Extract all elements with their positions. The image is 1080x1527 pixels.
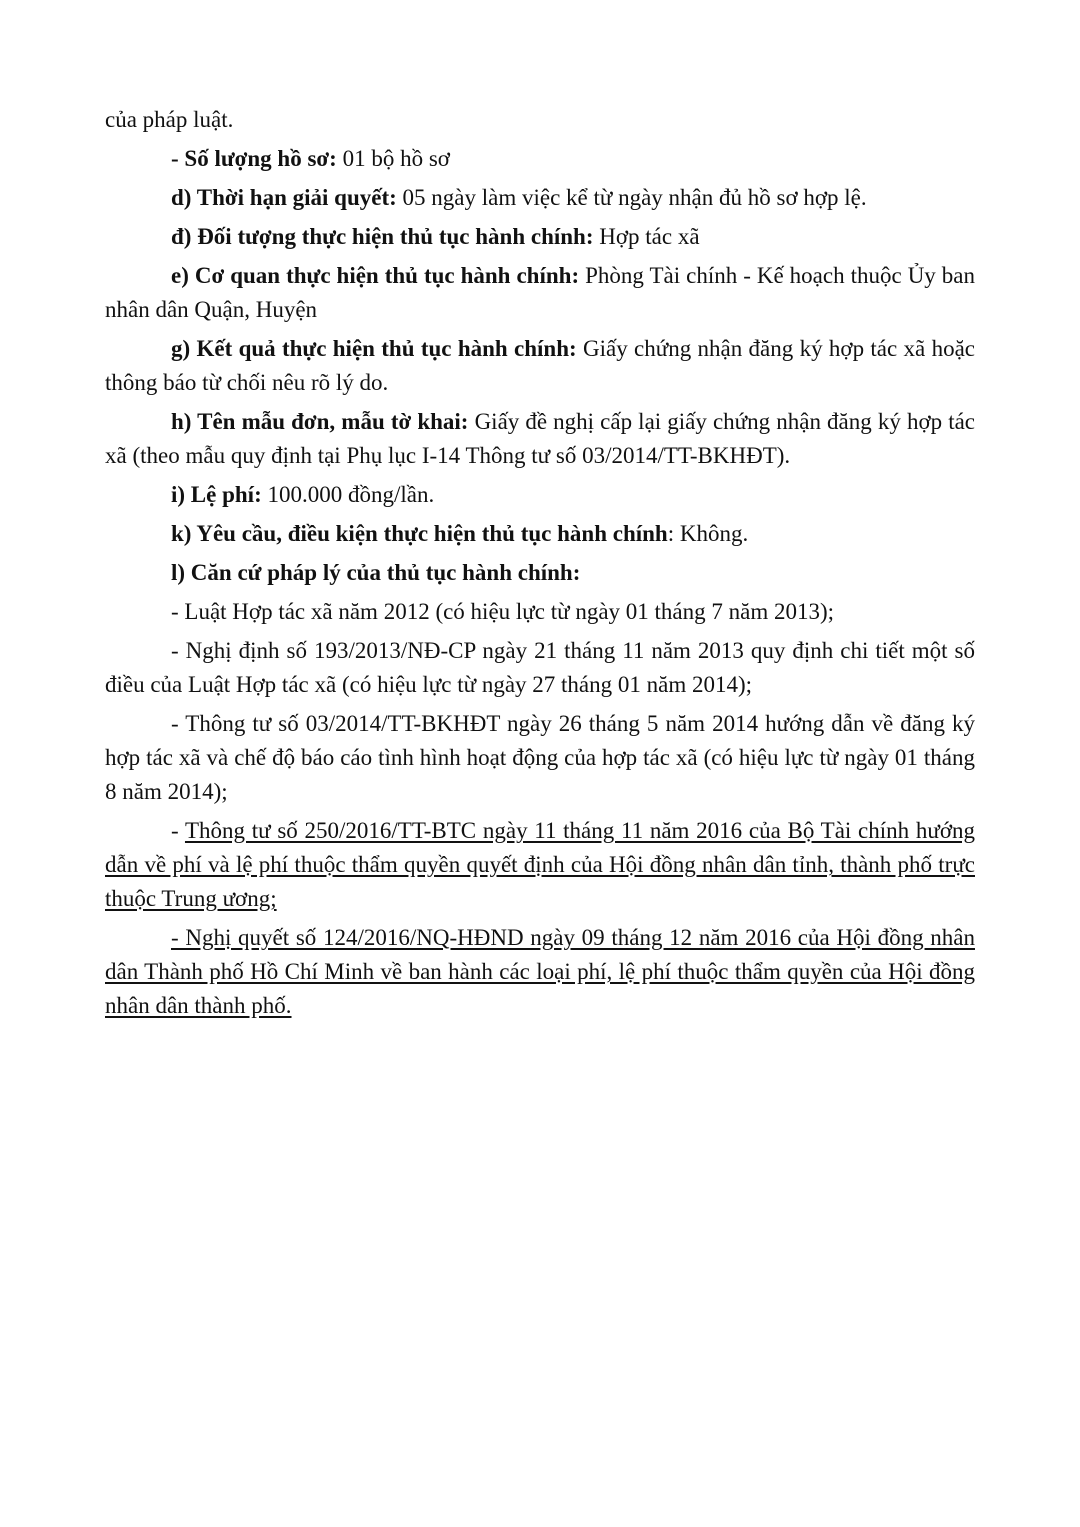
paragraph-label: k) Yêu cầu, điều kiện thực hiện thủ tục hành chính	[171, 521, 668, 546]
paragraph-prefix: -	[171, 818, 185, 843]
paragraph-continuation	[105, 103, 975, 137]
paragraph-text: - Thông tư số 03/2014/TT-BKHĐT ngày 26 tháng 5 năm 2014 hướng dẫn về đăng ký hợp tác xã và chế độ báo cáo tình hình hoạt động của hợp tác xã (có hiệu lực từ ngày 01 tháng 8 năm 2014);	[105, 711, 975, 804]
paragraph-legal-item	[105, 814, 975, 916]
paragraph-legal-item	[105, 921, 975, 1023]
paragraph-record-quantity	[105, 142, 975, 176]
paragraph-label: e) Cơ quan thực hiện thủ tục hành chính:	[171, 263, 580, 288]
paragraph-label: l) Căn cứ pháp lý của thủ tục hành chính:	[171, 560, 581, 585]
paragraph-underlined-text: Thông tư số 250/2016/TT-BTC ngày 11 tháng 11 năm 2016 của Bộ Tài chính hướng dẫn về phí và lệ phí thuộc thẩm quyền quyết định của Hội đồng nhân dân tỉnh, thành phố trực thuộc Trung ương;	[105, 818, 975, 911]
paragraph-label: i) Lệ phí:	[171, 482, 262, 507]
paragraph-fee	[105, 478, 975, 512]
paragraph-label: d) Thời hạn giải quyết:	[171, 185, 397, 210]
paragraph-legal-basis-heading	[105, 556, 975, 590]
paragraph-text: - Luật Hợp tác xã năm 2012 (có hiệu lực từ ngày 01 tháng 7 năm 2013);	[171, 599, 835, 624]
paragraph-form-name	[105, 405, 975, 473]
paragraph-text: Giấy chứng nhận đăng ký hợp tác xã hoặc thông báo từ chối nêu rõ lý do.	[105, 336, 975, 395]
paragraph-legal-item	[105, 595, 975, 629]
paragraph-label: g) Kết quả thực hiện thủ tục hành chính:	[171, 336, 577, 361]
paragraph-agency	[105, 259, 975, 327]
paragraph-text: của pháp luật.	[105, 107, 234, 132]
paragraph-legal-item	[105, 707, 975, 809]
paragraph-text: 01 bộ hồ sơ	[336, 146, 450, 171]
document-body	[105, 103, 975, 1028]
paragraph-processing-time	[105, 181, 975, 215]
paragraph-legal-item	[105, 634, 975, 702]
paragraph-label: đ) Đối tượng thực hiện thủ tục hành chính:	[171, 224, 594, 249]
paragraph-label: h) Tên mẫu đơn, mẫu tờ khai:	[171, 409, 469, 434]
paragraph-text: 100.000 đồng/lần.	[261, 482, 435, 507]
paragraph-text: Phòng Tài chính - Kế hoạch thuộc Ủy ban nhân dân Quận, Huyện	[105, 263, 976, 322]
paragraph-label: - Số lượng hồ sơ:	[171, 146, 337, 171]
paragraph-text: Hợp tác xã	[593, 224, 700, 249]
paragraph-text: 05 ngày làm việc kể từ ngày nhận đủ hồ sơ hợp lệ.	[396, 185, 867, 210]
paragraph-subjects	[105, 220, 975, 254]
paragraph-requirements	[105, 517, 975, 551]
paragraph-underlined-text: - Nghị quyết số 124/2016/NQ-HĐND ngày 09 tháng 12 năm 2016 của Hội đồng nhân dân Thành phố Hồ Chí Minh về ban hành các loại phí, lệ phí thuộc thẩm quyền của Hội đồng nhân dân thành phố.	[105, 925, 975, 1018]
paragraph-text: Giấy đề nghị cấp lại giấy chứng nhận đăng ký hợp tác xã (theo mẫu quy định tại Phụ lục I-14 Thông tư số 03/2014/TT-BKHĐT).	[105, 409, 976, 468]
paragraph-text: : Không.	[667, 521, 749, 546]
paragraph-result	[105, 332, 975, 400]
paragraph-text: - Nghị định số 193/2013/NĐ-CP ngày 21 tháng 11 năm 2013 quy định chi tiết một số điều của Luật Hợp tác xã (có hiệu lực từ ngày 27 tháng 01 năm 2014);	[105, 638, 975, 697]
